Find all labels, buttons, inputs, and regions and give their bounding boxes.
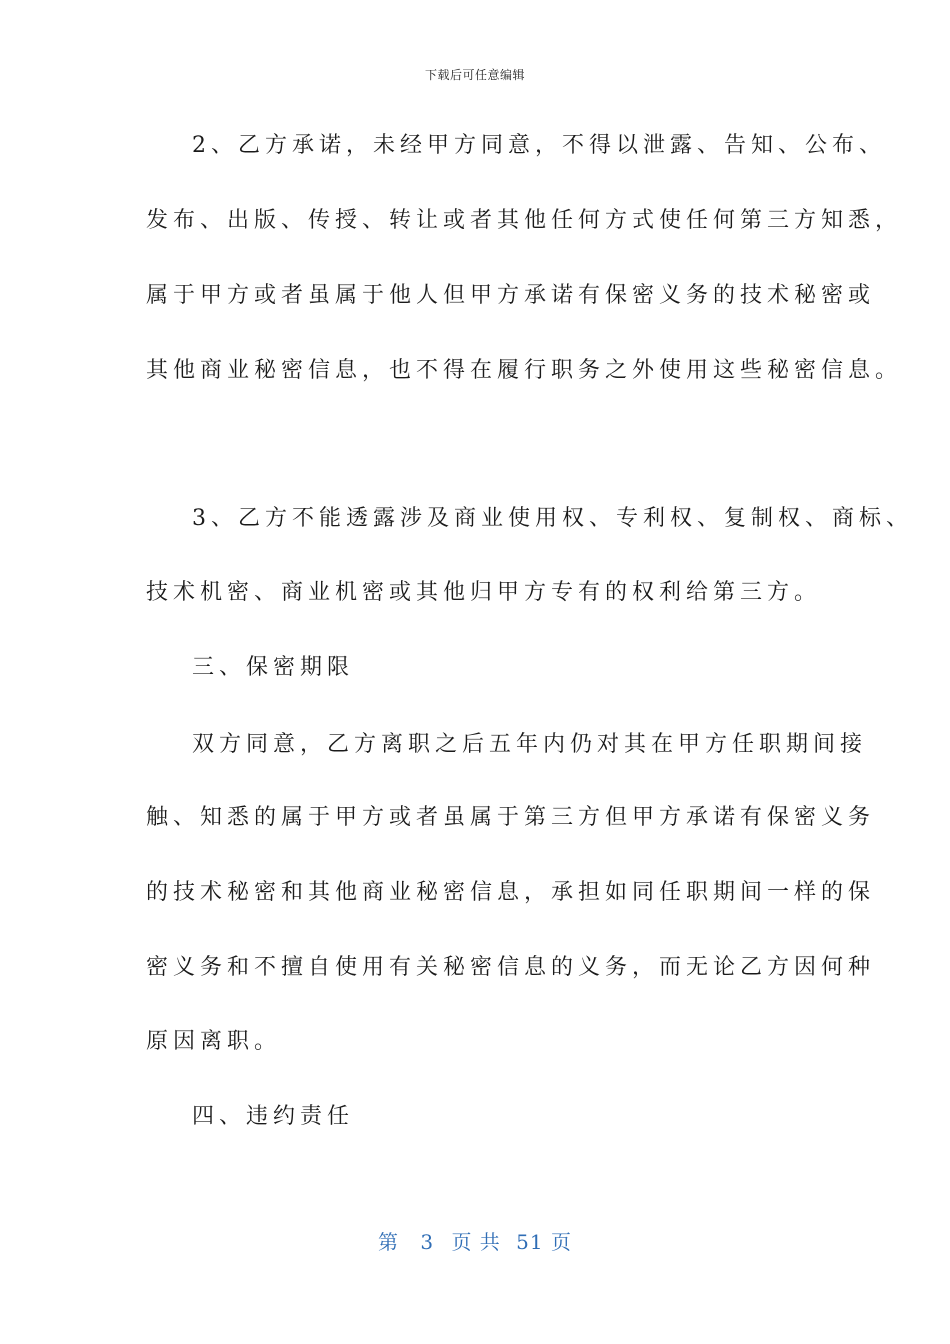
page-footer	[0, 1226, 950, 1255]
footer-total-pages: 51	[516, 1230, 544, 1254]
line-1: 2、乙方承诺，未经甲方同意，不得以泄露、告知、公布、	[192, 133, 886, 158]
line-9: 触、知悉的属于甲方或者虽属于第三方但甲方承诺有保密义务	[146, 805, 876, 830]
footer-suffix: 页	[550, 1230, 572, 1254]
line-3: 属于甲方或者虽属于他人但甲方承诺有保密义务的技术秘密或	[146, 283, 876, 308]
line-12: 原因离职。	[146, 1029, 282, 1054]
line-5: 3、乙方不能透露涉及商业使用权、专利权、复制权、商标、	[192, 506, 913, 531]
line-2: 发布、出版、传授、转让或者其他任何方式使任何第三方知悉，	[146, 208, 903, 233]
footer-current-page: 3	[420, 1230, 435, 1254]
footer-prefix: 第	[378, 1230, 399, 1254]
line-10: 的技术秘密和其他商业秘密信息，承担如同任职期间一样的保	[146, 880, 876, 905]
line-8: 双方同意，乙方离职之后五年内仍对其在甲方任职期间接	[192, 732, 868, 757]
line-11: 密义务和不擅自使用有关秘密信息的义务，而无论乙方因何种	[146, 955, 876, 980]
section-heading-4: 四、违约责任	[192, 1104, 355, 1129]
line-4: 其他商业秘密信息，也不得在履行职务之外使用这些秘密信息。	[146, 358, 903, 383]
line-6: 技术机密、商业机密或其他归甲方专有的权利给第三方。	[146, 580, 822, 605]
download-note: 下载后可任意编辑	[424, 68, 525, 82]
section-heading-3: 三、保密期限	[192, 655, 355, 680]
footer-middle: 页 共	[451, 1230, 501, 1254]
